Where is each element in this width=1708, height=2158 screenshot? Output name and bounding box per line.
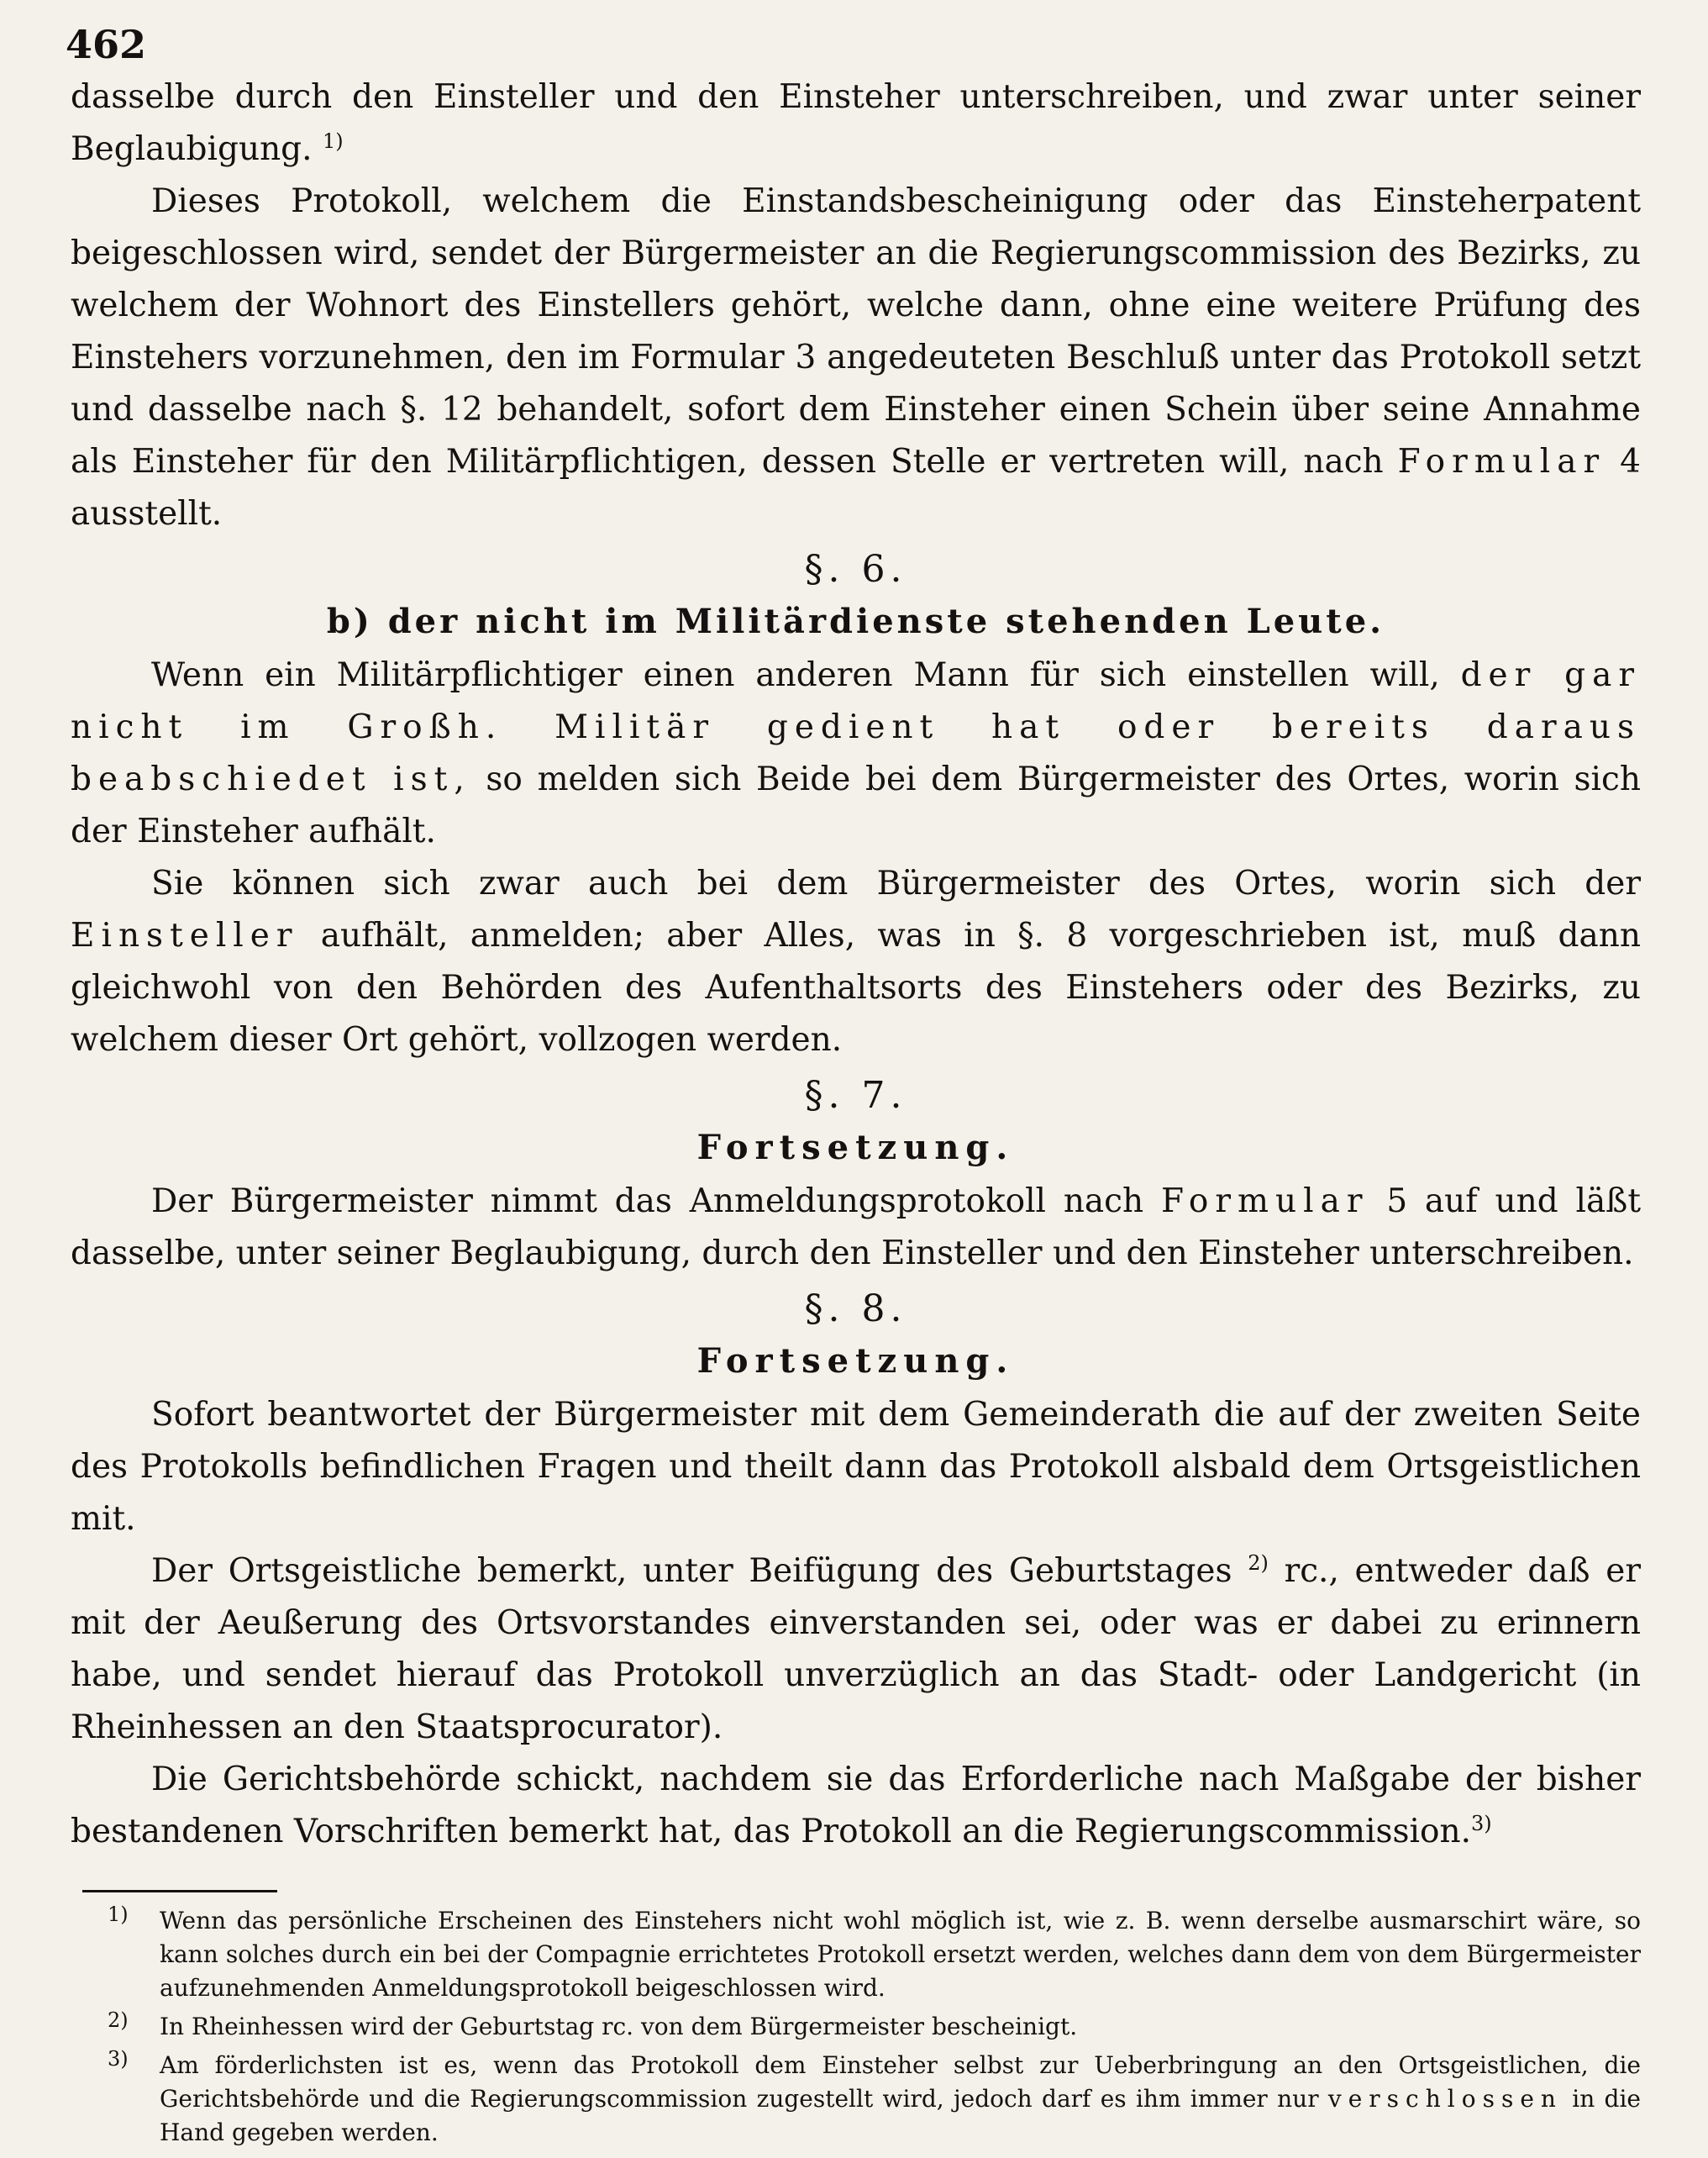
section-6-paragraph-2 [71, 858, 1641, 1066]
paragraph-continuation [71, 71, 1641, 176]
paragraph-text: 4 ausstellt. [71, 442, 1641, 533]
footnote-ref: 1) [322, 129, 344, 153]
section-6-title: b) der nicht im Militärdienste stehenden Leute. [326, 601, 1385, 641]
spaced-text: Einsteller [71, 916, 299, 955]
paragraph-text: so melden sich Beide bei dem Bürgermeister des Ortes, worin sich der Einsteher aufhält. [71, 760, 1641, 850]
paragraph-text: Sie können sich zwar auch bei dem Bürgermeister des Ortes, worin sich der [151, 864, 1641, 903]
spaced-text: Formular [1160, 1182, 1369, 1220]
footnote-3 [108, 2046, 1641, 2150]
section-6-number: §. 6. [804, 547, 907, 591]
footnotes [108, 1902, 1641, 2150]
paragraph-text: rc., entweder daß er mit der Aeußerung des Ortsvorstandes einverstanden sei, oder was er dabei zu erinnern habe, und sendet hierauf das Protokoll unverzüglich an das Stadt- oder Landgericht (in Rheinhessen an den Staatsprocurator). [71, 1551, 1641, 1746]
footnote-ref: 3) [1471, 1811, 1492, 1835]
page-number: 462 [66, 22, 147, 67]
footnote-1 [108, 1902, 1641, 2005]
section-7-number: §. 7. [804, 1073, 907, 1117]
footnote-divider [82, 1890, 277, 1892]
paragraph-text: Der Ortsgeistliche bemerkt, unter Beifügung des Geburtstages [151, 1551, 1232, 1590]
paragraph-text: Die Gerichtsbehörde schickt, nachdem sie das Erforderliche nach Maßgabe der bisher bestandenen Vorschriften bemerkt hat, das Protokoll an die Regierungscommission. [71, 1760, 1641, 1850]
section-6-paragraph-1 [71, 650, 1641, 858]
footnote-text: Am förderlichsten ist es, wenn das Protokoll dem Einsteher selbst zur Ueberbringung an den Ortsgeistlichen, die Gerichtsbehörde und die Regierungscommission zugestellt wird, jedoch darf es ihm immer nur [160, 2050, 1641, 2113]
paragraph-text: Wenn ein Militärpflichtiger einen anderen Mann für sich einstellen will, [151, 655, 1440, 694]
paragraph-protocol [71, 176, 1641, 540]
paragraph-text: dasselbe durch den Einsteller und den Einsteher unterschreiben, und zwar unter seiner Beglaubigung. [71, 77, 1641, 168]
section-7-title: Fortsetzung. [696, 1127, 1015, 1167]
footnote-mark: 2) [108, 2008, 129, 2032]
spaced-text: der gar nicht im Großh. Militär gedient hat oder bereits daraus beabschiedet ist, [71, 655, 1641, 798]
section-8-paragraph-2 [71, 1545, 1641, 1754]
footnote-ref: 2) [1248, 1550, 1269, 1575]
footnote-mark: 3) [108, 2046, 129, 2071]
section-8-paragraph-3 [71, 1754, 1641, 1858]
section-8-paragraph-1: Sofort beantwortet der Bürgermeister mit dem Gemeinderath die auf der zweiten Seite des Protokolls befindlichen Fragen und theilt dann das Protokoll alsbald dem Ortsgeistlichen mit. [71, 1395, 1641, 1538]
footnote-mark: 1) [108, 1902, 129, 1926]
footnote-text: in die Hand gegeben werden. [160, 2084, 1641, 2146]
paragraph-text: aufhält, anmelden; aber Alles, was in §. 8 vorgeschrieben ist, muß dann gleichwohl von den Behörden des Aufenthaltsorts des Einstehers oder des Bezirks, zu welchem dieser Ort gehört, vollzogen werden. [71, 916, 1641, 1059]
footnote-text: In Rheinhessen wird der Geburtstag rc. von dem Bürgermeister bescheinigt. [160, 2012, 1078, 2040]
section-7-paragraph-1 [71, 1176, 1641, 1280]
section-8-number: §. 8. [804, 1287, 907, 1330]
paragraph-text: Der Bürgermeister nimmt das Anmeldungsprotokoll nach [151, 1182, 1144, 1220]
spaced-text: verschlossen [1327, 2084, 1563, 2113]
section-8-title: Fortsetzung. [696, 1340, 1015, 1381]
paragraph-text: Dieses Protokoll, welchem die Einstandsbescheinigung oder das Einsteherpatent beigeschlossen wird, sendet der Bürgermeister an die Regierungscommission des Bezirks, zu welchem der Wohnort des Einstellers gehört, welche dann, ohne eine weitere Prüfung des Einstehers vorzunehmen, den im Formular 3 angedeuteten Beschluß unter das Protokoll setzt und dasselbe nach §. 12 behandelt, sofort dem Einsteher einen Schein über seine Annahme als Einsteher für den Militärpflichtigen, dessen Stelle er vertreten will, nach [71, 182, 1641, 481]
paragraph-text: 5 auf und läßt dasselbe, unter seiner Beglaubigung, durch den Einsteller und den Einsteher unterschreiben. [71, 1182, 1641, 1272]
footnote-text: Wenn das persönliche Erscheinen des Einstehers nicht wohl möglich ist, wie z. B. wenn derselbe ausmarschirt wäre, so kann solches durch ein bei der Compagnie errichtetes Protokoll ersetzt werden, welches dann dem von dem Bürgermeister aufzunehmenden Anmeldungsprotokoll beigeschlossen wird. [160, 1906, 1641, 2002]
spaced-text: Formular [1397, 442, 1606, 481]
footnote-2 [108, 2008, 1641, 2044]
